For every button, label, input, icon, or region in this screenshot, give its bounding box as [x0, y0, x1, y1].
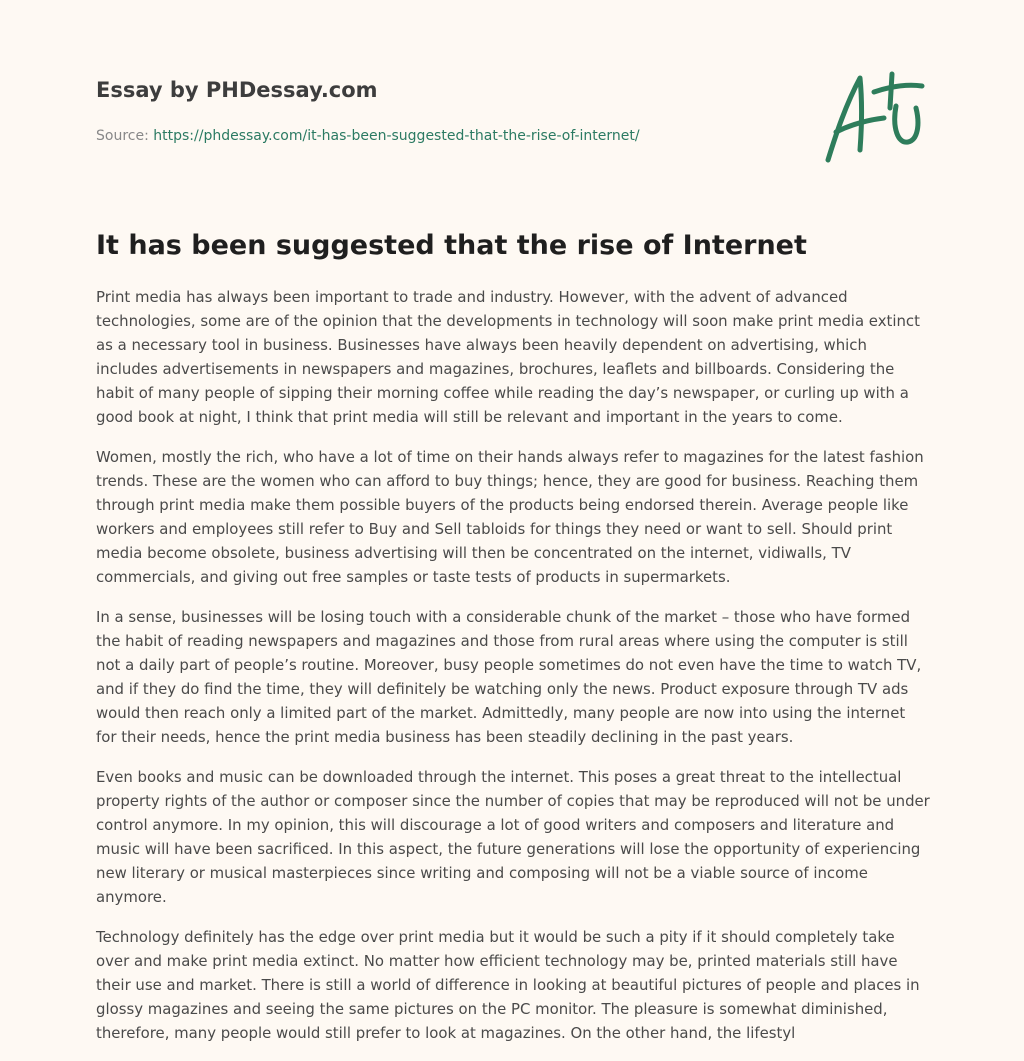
essay-paragraph: Print media has always been important to trade and industry. However, with the advent of advanced technologies, some are of the opinion that the developments in technology will soon make print media extinct as a necessary tool in business. Businesses have always been heavily dependent on advertising, which includes advertisements in newspapers and magazines, brochures, leaflets and billboards. Considering the habit of many people of sipping their morning coffee while reading the day’s newspaper, or curling up with a good book at night, I think that print media will still be relevant and important in the years to come. — [96, 288, 920, 426]
a-plus-grade-icon — [822, 68, 930, 164]
source-link[interactable]: https://phdessay.com/it-has-been-suggested-that-the-rise-of-internet/ — [153, 128, 640, 144]
page-header — [96, 72, 796, 147]
essay-paragraph: Even books and music can be downloaded through the internet. This poses a great threat to the intellectual property rights of the author or composer since the number of copies that may be reproduced will not be under control anymore. In my opinion, this will discourage a lot of good writers and composers and literature and music will have been sacrificed. In this aspect, the future generations will lose the opportunity of experiencing new literary or musical masterpieces since writing and composing will not be a viable source of income anymore. — [96, 768, 930, 906]
essay-body — [96, 285, 930, 1061]
essay-paragraph: In a sense, businesses will be losing touch with a considerable chunk of the market – those who have formed the habit of reading newspapers and magazines and those from rural areas where using the computer is still not a daily part of people’s routine. Moreover, busy people sometimes do not even have the time to watch TV, and if they do find the time, they will definitely be watching only the news. Product exposure through TV ads would then reach only a limited part of the market. Admittedly, many people are now into using the internet for their needs, hence the print media business has been steadily declining in the past years. — [96, 608, 922, 746]
source-label: Source: — [96, 128, 149, 144]
essay-title: It has been suggested that the rise of Internet — [96, 230, 807, 261]
site-brand: Essay by PHDessay.com — [96, 78, 378, 102]
essay-paragraph: Women, mostly the rich, who have a lot of time on their hands always refer to magazines for the latest fashion trends. These are the women who can afford to buy things; hence, they are good for business. Reaching them through print media make them possible buyers of the products being endorsed therein. Average people like workers and employees still refer to Buy and Sell tabloids for things they need or want to sell. Should print media become obsolete, business advertising will then be concentrated on the internet, vidiwalls, TV commercials, and giving out free samples or taste tests of products in supermarkets. — [96, 448, 924, 586]
source-line — [96, 125, 796, 147]
essay-paragraph: Technology definitely has the edge over print media but it would be such a pity if it should completely take over and make print media extinct. No matter how efficient technology may be, printed materials still have their use and market. There is still a world of difference in looking at beautiful pictures of people and places in glossy magazines and seeing the same pictures on the PC monitor. The pleasure is somewhat diminished, therefore, many people would still prefer to look at magazines. On the other hand, the lifestyl — [96, 928, 920, 1042]
